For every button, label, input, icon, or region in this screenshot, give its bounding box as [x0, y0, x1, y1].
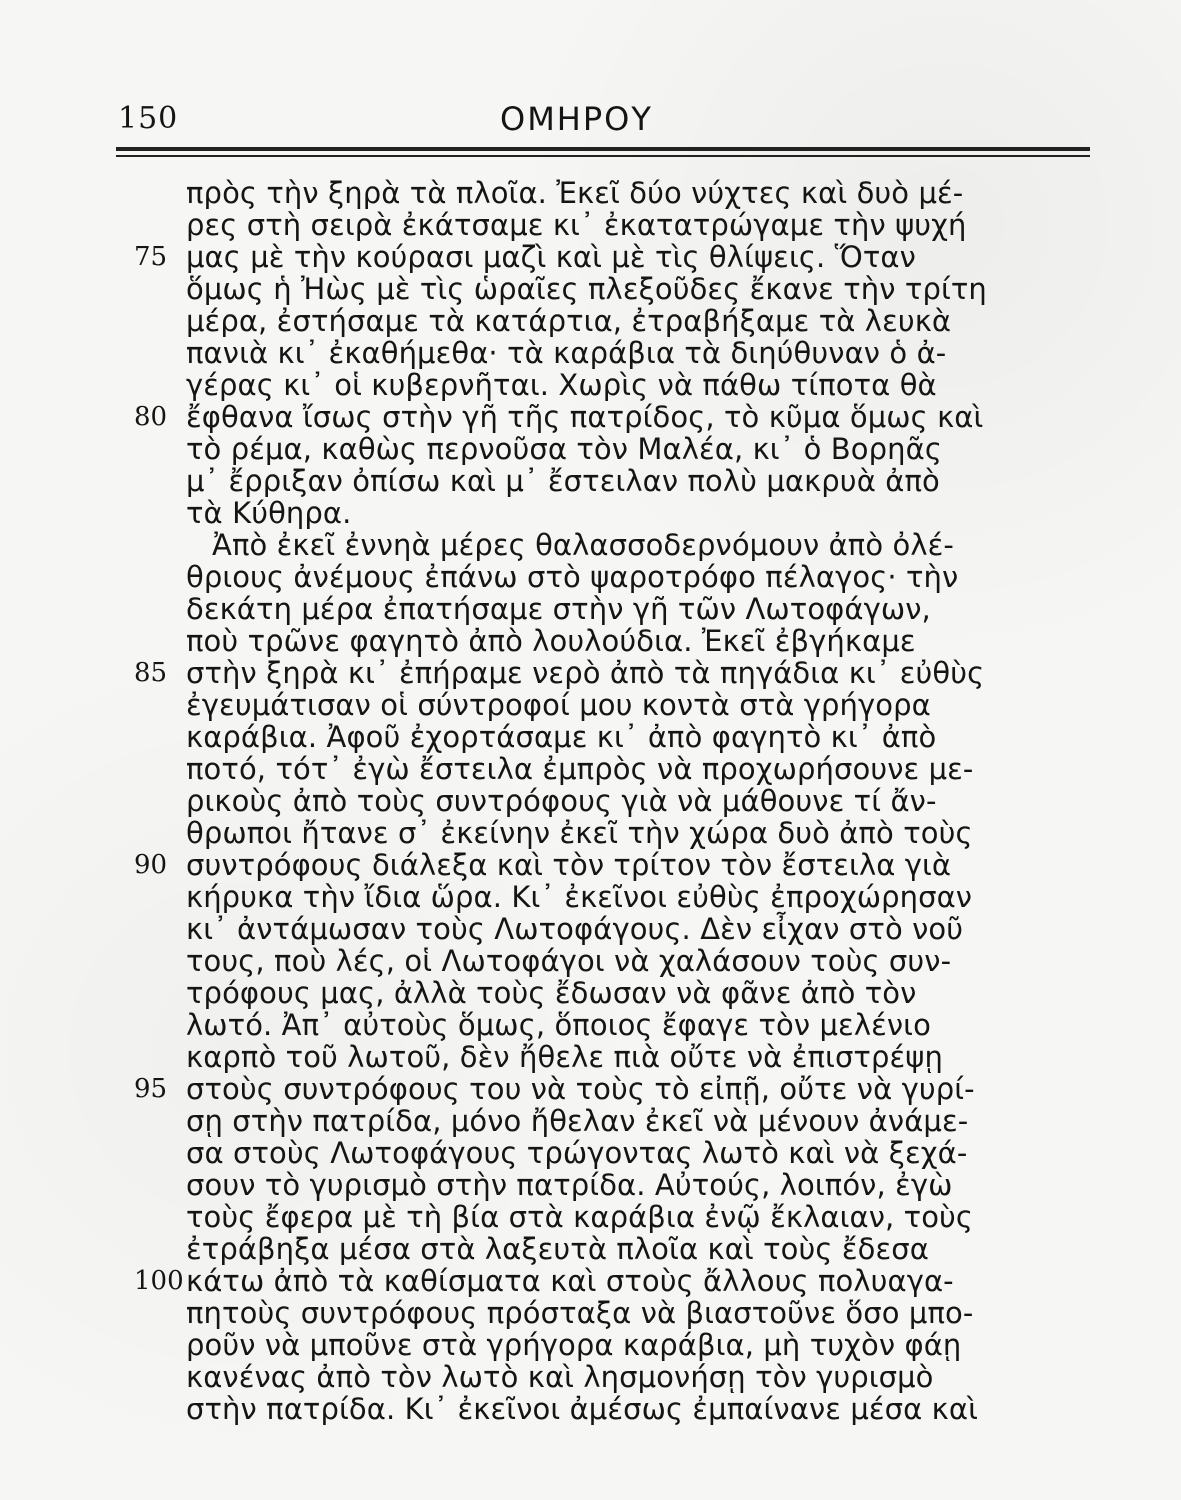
line-text: κάτω ἀπὸ τὰ καθίσματα καὶ στοὺς ἄλλους πολυαγα-: [186, 1264, 954, 1298]
line-text: δεκάτη μέρα ἐπατήσαμε στὴν γῆ τῶν Λωτοφάγων,: [186, 592, 931, 626]
line-text: ροῦν νὰ μποῦνε στὰ γρήγορα καράβια, μὴ τυχὸν φάῃ: [186, 1328, 962, 1362]
line-text: καράβια. Ἀφοῦ ἐχορτάσαμε κι᾽ ἀπὸ φαγητὸ κι᾽ ἀπὸ: [186, 720, 937, 754]
line-text: ρες στὴ σειρὰ ἐκάτσαμε κι᾽ ἐκατατρώγαμε τὴν ψυχή: [186, 208, 967, 242]
line-text: σα στοὺς Λωτοφάγους τρώγοντας λωτὸ καὶ νὰ ξεχά-: [186, 1136, 968, 1170]
line-number: 100: [134, 1266, 184, 1296]
line-text: θρωποι ἤτανε σ᾽ ἐκείνην ἐκεῖ τὴν χώρα δυὸ ἀπὸ τοὺς: [186, 816, 973, 850]
running-header: [118, 98, 1088, 150]
line-text: μ᾽ ἔρριξαν ὀπίσω καὶ μ᾽ ἔστειλαν πολὺ μακρυὰ ἀπὸ: [186, 464, 940, 498]
line-text: στὴν ξηρὰ κι᾽ ἐπήραμε νερὸ ἀπὸ τὰ πηγάδια κι᾽ εὐθὺς: [186, 656, 985, 690]
line-number: 85: [134, 658, 168, 688]
line-text: στὴν πατρίδα. Κι᾽ ἐκεῖνοι ἀμέσως ἐμπαίνανε μέσα καὶ: [186, 1392, 978, 1426]
line-text: συντρόφους διάλεξα καὶ τὸν τρίτον τὸν ἔστειλα γιὰ: [186, 848, 952, 882]
line-text: ἐτράβηξα μέσα στὰ λαξευτὰ πλοῖα καὶ τοὺς ἔδεσα: [186, 1232, 929, 1266]
line-text: ἔφθανα ἴσως στὴν γῆ τῆς πατρίδος, τὸ κῦμα ὅμως καὶ: [186, 400, 984, 434]
line-text: ποτό, τότ᾽ ἐγὼ ἔστειλα ἐμπρὸς νὰ προχωρήσουνε με-: [186, 752, 974, 786]
line-text: ὅμως ἡ Ἠὼς μὲ τὶς ὡραῖες πλεξοῦδες ἔκανε τὴν τρίτη: [186, 272, 987, 306]
line-text: γέρας κι᾽ οἱ κυβερνῆται. Χωρὶς νὰ πάθω τίποτα θὰ: [186, 368, 937, 402]
line-text: τους, ποὺ λές, οἱ Λωτοφάγοι νὰ χαλάσουν τοὺς συν-: [186, 944, 952, 978]
line-text: πρὸς τὴν ξηρὰ τὰ πλοῖα. Ἐκεῖ δύο νύχτες καὶ δυὸ μέ-: [186, 176, 964, 210]
line-number: 75: [134, 242, 168, 272]
line-text: πητοὺς συντρόφους πρόσταξα νὰ βιαστοῦνε ὅσο μπο-: [186, 1296, 974, 1330]
text-line: [124, 1389, 1084, 1429]
running-title: ΟΜΗΡΟΥ: [500, 100, 653, 138]
page-number: 150: [118, 101, 179, 136]
line-text: στοὺς συντρόφους του νὰ τοὺς τὸ εἰπῇ, οὔτε νὰ γυρί-: [186, 1072, 975, 1106]
line-text: Ἀπὸ ἐκεῖ ἐννηὰ μέρες θαλασσοδερνόμουν ἀπὸ ὀλέ-: [212, 528, 954, 562]
line-text: μέρα, ἐστήσαμε τὰ κατάρτια, ἐτραβήξαμε τὰ λευκὰ: [186, 304, 952, 338]
line-text: μας μὲ τὴν κούρασι μαζὶ καὶ μὲ τὶς θλίψεις. Ὅταν: [186, 240, 916, 274]
line-text: ἐγευμάτισαν οἱ σύντροφοί μου κοντὰ στὰ γρήγορα: [186, 688, 931, 722]
line-number: 95: [134, 1074, 168, 1104]
line-number: 80: [134, 402, 168, 432]
line-text: ποὺ τρῶνε φαγητὸ ἀπὸ λουλούδια. Ἐκεῖ ἐβγήκαμε: [186, 624, 916, 658]
header-rule-bottom: [116, 155, 1090, 157]
line-number: 90: [134, 850, 168, 880]
line-text: τρόφους μας, ἀλλὰ τοὺς ἔδωσαν νὰ φᾶνε ἀπὸ τὸν: [186, 976, 917, 1010]
line-text: κι᾽ ἀντάμωσαν τοὺς Λωτοφάγους. Δὲν εἶχαν στὸ νοῦ: [186, 912, 964, 946]
line-text: τὸ ρέμα, καθὼς περνοῦσα τὸν Μαλέα, κι᾽ ὁ Βορηᾶς: [186, 432, 942, 466]
page-text: [124, 173, 1084, 1426]
line-text: τοὺς ἔφερα μὲ τὴ βία στὰ καράβια ἐνῷ ἔκλαιαν, τοὺς: [186, 1200, 974, 1234]
line-text: σῃ στὴν πατρίδα, μόνο ἤθελαν ἐκεῖ νὰ μένουν ἀνάμε-: [186, 1104, 969, 1138]
line-text: ρικοὺς ἀπὸ τοὺς συντρόφους γιὰ νὰ μάθουνε τί ἄν-: [186, 784, 937, 818]
line-text: κανένας ἀπὸ τὸν λωτὸ καὶ λησμονήσῃ τὸν γυρισμὸ: [186, 1360, 934, 1394]
line-text: τὰ Κύθηρα.: [186, 496, 352, 530]
line-text: θριους ἀνέμους ἐπάνω στὸ ψαροτρόφο πέλαγος· τὴν: [186, 560, 959, 594]
line-text: πανιὰ κι᾽ ἐκαθήμεθα· τὰ καράβια τὰ διηύθυναν ὁ ἀ-: [186, 336, 947, 370]
header-rule-top: [116, 147, 1090, 151]
line-text: σουν τὸ γυρισμὸ στὴν πατρίδα. Αὐτούς, λοιπόν, ἐγὼ: [186, 1168, 953, 1202]
line-text: καρπὸ τοῦ λωτοῦ, δὲν ἤθελε πιὰ οὔτε νὰ ἐπιστρέψῃ: [186, 1040, 943, 1074]
line-text: κήρυκα τὴν ἴδια ὥρα. Κι᾽ ἐκεῖνοι εὐθὺς ἐπροχώρησαν: [186, 880, 973, 914]
line-text: λωτό. Ἀπ᾽ αὐτοὺς ὅμως, ὅποιος ἔφαγε τὸν μελένιο: [186, 1008, 931, 1042]
